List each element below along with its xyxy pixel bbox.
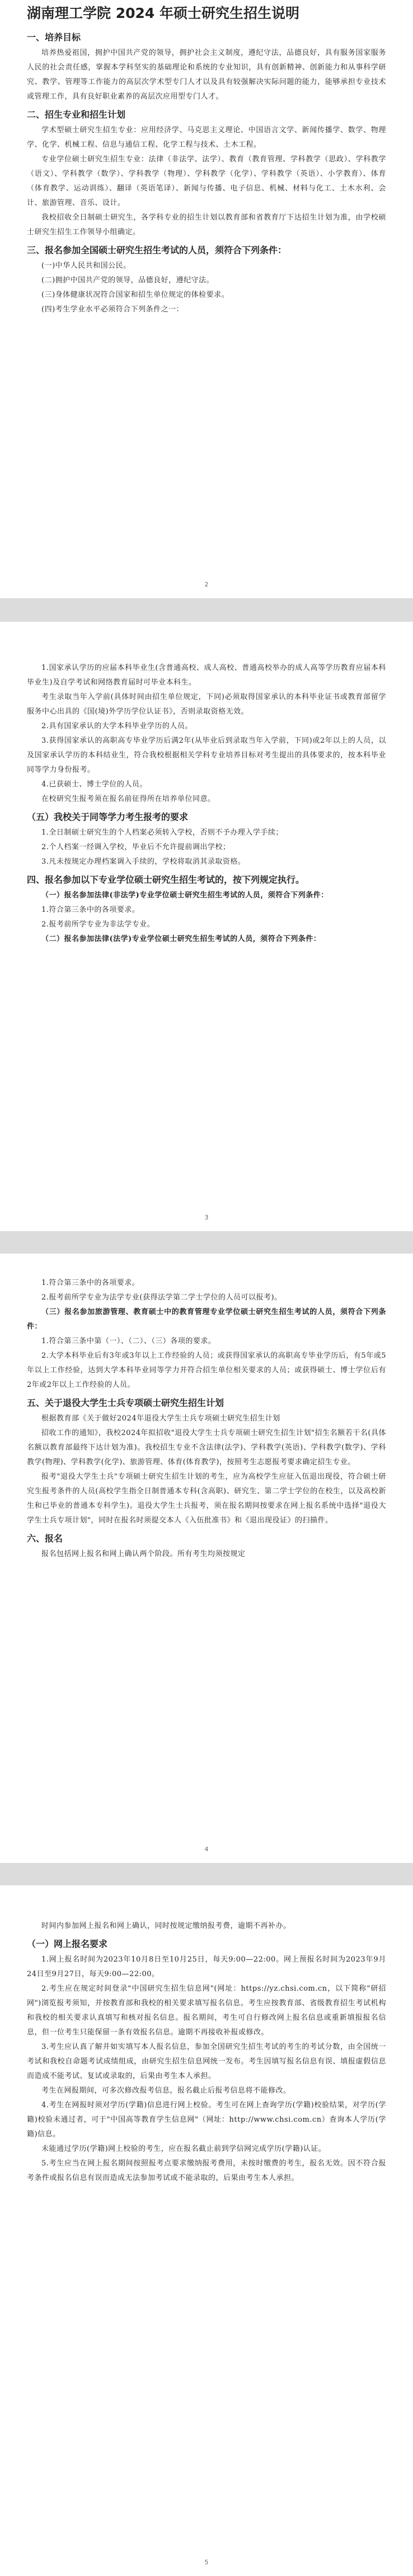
paragraph: 招收工作的通知》，我校2024年拟招收"退役大学生士兵专项硕士研究生招生计划"招生名额若干名(具体名额以教育部最终下达计划为准)。我校招生专业不含法律(法学)、学科教学(英语)、学科教学(数学)、学科教学(物理)、学科教学(化学)、旅游管理、体育(体育教学)，按照考生志愿报考要求确定招生专业。	[27, 1429, 386, 1466]
section-heading: 四、报名参加以下专业学位硕士研究生招生考试的，按下列规定执行。	[27, 874, 305, 885]
paragraph: 培养热爱祖国，拥护中国共产党的领导，拥护社会主义制度，遵纪守法，品德良好，具有服务国家服务人民的社会责任感，掌握本学科坚实的基础理论和系统的专业知识，具有创新精神、创新能力和从事科学研究、教学、管理等工作能力的高层次学术型专门人才以及具有较强解决实际问题的能力，能够承担专业技术或管理工作，具有良好职业素养的高层次应用型专门人才。	[27, 49, 386, 101]
document-page-1	[0, 0, 413, 598]
section-heading: （五）我校关于同等学力考生报考的要求	[27, 812, 189, 822]
paragraph: 学术型硕士研究生招生专业：应用经济学、马克思主义理论、中国语言文学、新闻传播学、数学、物理学、化学、机械工程、信息与通信工程、化学工程与技术、土木工程。	[27, 126, 386, 149]
page-1-content	[27, 30, 386, 317]
paragraph: 专业学位硕士研究生招生专业：法律（非法学、法学）、教育（教育管理、学科教学（思政）、学科教学（语文）、学科教学（数学）、学科教学（物理）、学科教学（化学）、学科教学（英语）、小学教育）、体育（体育教学、运动训练）、翻译（英语笔译）、新闻与传播、电子信息、机械、材料与化工、土木水利、会计、旅游管理、音乐、设计。	[27, 155, 386, 207]
paragraph: 1.符合第三条中的各项要求。	[41, 1279, 140, 1287]
paragraph: (四)考生学业水平必须符合下列条件之一：	[41, 305, 184, 314]
page-number: 4	[204, 1846, 209, 1853]
paragraph: 2.个人档案一经调入学校，毕业后不允许提前调出学校；	[41, 843, 231, 851]
paragraph: (三)身体健康状况符合国家和招生单位规定的体检要求。	[41, 291, 229, 299]
section-heading: 三、报名参加全国硕士研究生招生考试的人员，须符合下列条件：	[27, 245, 287, 255]
section-heading: （一）网上报名要求	[27, 1939, 108, 1949]
paragraph: 1.符合第三条中第（一）、（二）、（三）各项的要求。	[41, 1337, 216, 1345]
paragraph: 未能通过学历(学籍)网上校验的考生，应在报名截止前到学信网完成学历(学籍)认证。	[41, 2145, 326, 2153]
paragraph: (一)中华人民共和国公民。	[41, 262, 131, 270]
section-heading: 二、招生专业和招生计划	[27, 109, 126, 120]
page-number: 2	[204, 581, 209, 588]
paragraph: 5.考生应当在网上报名期间按照报考点要求缴纳报考费用，未按时缴费的考生，报名无效。因不符合报考条件或报名信息有误而造成无法参加考试或不能录取的，后果由考生本人承担。	[27, 2159, 386, 2182]
paragraph: 2.大学本科毕业后有3年或3年以上工作经验的人员；或获得国家承认的高职高专毕业学历后，有5年或5年以上工作经验，达到大学本科毕业同等学力并符合招生单位相关要求的人员；或获得硕士、博士学位后有2年或2年以上工作经验的人员。	[27, 1352, 386, 1389]
paragraph: 1.符合第三条中的各项要求。	[41, 906, 140, 914]
paragraph: 2.报考前所学专业为法学专业(获得法学第二学士学位的人员可以报考)。	[41, 1293, 282, 1302]
paragraph: 2.具有国家承认的大学本科毕业学历的人员。	[41, 722, 193, 730]
paragraph: 报名包括网上报名和网上确认两个阶段。所有考生均须按规定	[41, 1550, 246, 1558]
section-heading: 一、培养目标	[27, 32, 81, 43]
paragraph: 2.考生应在规定时间登录"中国研究生招生信息网"(网址：https://yz.chsi.com.cn，以下简称"研招网")浏览报考须知，并按教育部和我校的相关要求填写报名信息。考生应按教育部、省级教育招生考试机构和我校的相关要求认真填写和核对报名信息。报名期间，考生可自行修改网上报名信息或重新填报报名信息，但一位考生只能保留一条有效报名信息。逾期不再接收补报或修改。	[27, 1985, 386, 2037]
paragraph: 根据教育部《关于做好2024年退役大学生士兵专项硕士研究生招生计划	[41, 1414, 280, 1423]
document-page-2	[0, 622, 413, 1231]
paragraph: （三）报名参加旅游管理、教育硕士中的教育管理专业学位硕士研究生招生考试的人员，须符合下列条件：	[27, 1308, 386, 1331]
paragraph: (二)拥护中国共产党的领导，品德良好，遵纪守法。	[41, 276, 214, 285]
page-number: 5	[204, 2559, 209, 2566]
paragraph: 2.报考前所学专业为非法学专业。	[41, 920, 155, 929]
document-page-4	[0, 1885, 413, 2576]
document-page-3	[0, 1254, 413, 1863]
section-heading: 五、关于退役大学生士兵专项硕士研究生招生计划	[27, 1398, 224, 1408]
page-3-content	[27, 1276, 386, 1562]
paragraph: 报考"退役大学生士兵"专项硕士研究生招生计划的考生，应为高校学生应征入伍退出现役，符合硕士研究生报考条件的人员(高校学生指全日制普通本专科(含高职)、研究生、第二学士学位的在校生，以及高校新生和已毕业的普通本专科学生)。退役大学生士兵报考，须在报名期间按要求在网上报名系统中选择"退役大学生士兵专项计划"，同时在报名时须提交本人《入伍批准书》和《退出现役证》的扫描件。	[27, 1473, 386, 1525]
page-2-content	[27, 661, 386, 947]
paragraph: 在校研究生报考须在报名前征得所在培养单位同意。	[41, 795, 215, 803]
paragraph: 3.获得国家承认的高职高专毕业学历后满2年(从毕业后到录取当年入学前，下同)或2年以上的人员，以及国家承认学历的本科结业生，符合我校根据相关学科专业培养目标对考生提出的具体要求的，按本科毕业同等学力身份报考。	[27, 737, 386, 774]
paragraph: 考生录取当年入学前(具体时间由招生单位规定，下同)必须取得国家承认的本科毕业证书或教育部留学服务中心出具的《国(境)外学历学位认证书》，否则录取资格无效。	[27, 693, 386, 716]
page-4-content	[27, 1919, 386, 2186]
paragraph: （二）报名参加法律(法学)专业学位硕士研究生招生考试的人员，须符合下列条件：	[41, 935, 321, 943]
paragraph: 3.凡未按规定办理档案调入手续的，学校将取消其录取资格。	[41, 858, 246, 866]
section-heading: 六、报名	[27, 1533, 63, 1544]
paragraph: 3.考生应认真了解并如实填写本人报名信息，参加全国研究生招生考试的考生的考试分数，由全国统一考试和我校自命题考试成绩组成，由研究生招生信息网统一发布。考生因填写报名信息有误、填报虚假信息而造成不能考试、复试或录取的，后果由考生本人承担。	[27, 2043, 386, 2080]
paragraph: 1.网上报名时间为2023年10月8日至10月25日，每天9:00—22:00。网上预报名时间为2023年9月24日至9月27日，每天9:00—22:00。	[27, 1955, 386, 1978]
paragraph: 1.国家承认学历的应届本科毕业生(含普通高校、成人高校、普通高校举办的成人高等学历教育应届本科毕业生)及自学考试和网络教育届时可毕业本科生。	[27, 664, 386, 687]
paragraph: 时间内参加网上报名和网上确认，同时按规定缴纳报考费，逾期不再补办。	[41, 1922, 291, 1930]
paragraph: （一）报名参加法律(非法学)专业学位硕士研究生招生考试的人员，须符合下列条件：	[41, 891, 328, 900]
page-number: 3	[204, 1214, 209, 1221]
paragraph: 1.全日制硕士研究生的个人档案必须转入学校，否则不予办理入学手续；	[41, 828, 283, 837]
paragraph: 我校招收全日制硕士研究生，各学科专业的招生计划以教育部和省教育厅下达招生计划为准，由学校硕士研究生招生工作领导小组确定。	[27, 213, 386, 236]
paragraph: 考生在网报期间，可多次修改报考信息，报名截止后报考信息将不能修改。	[41, 2086, 291, 2095]
document-title: 湖南理工学院 2024 年硕士研究生招生说明	[27, 5, 299, 21]
paragraph: 4.考生在网报时须对学历(学籍)信息进行网上校验。考生可在网上查询学历(学籍)校验结果，对学历(学籍)校验未通过者，可于"中国高等教育学生信息网"（网址：http://www.chsi.com.cn）查询本人学历(学籍)信息。	[27, 2101, 386, 2139]
paragraph: 4.已获硕士、博士学位的人员。	[41, 780, 147, 789]
